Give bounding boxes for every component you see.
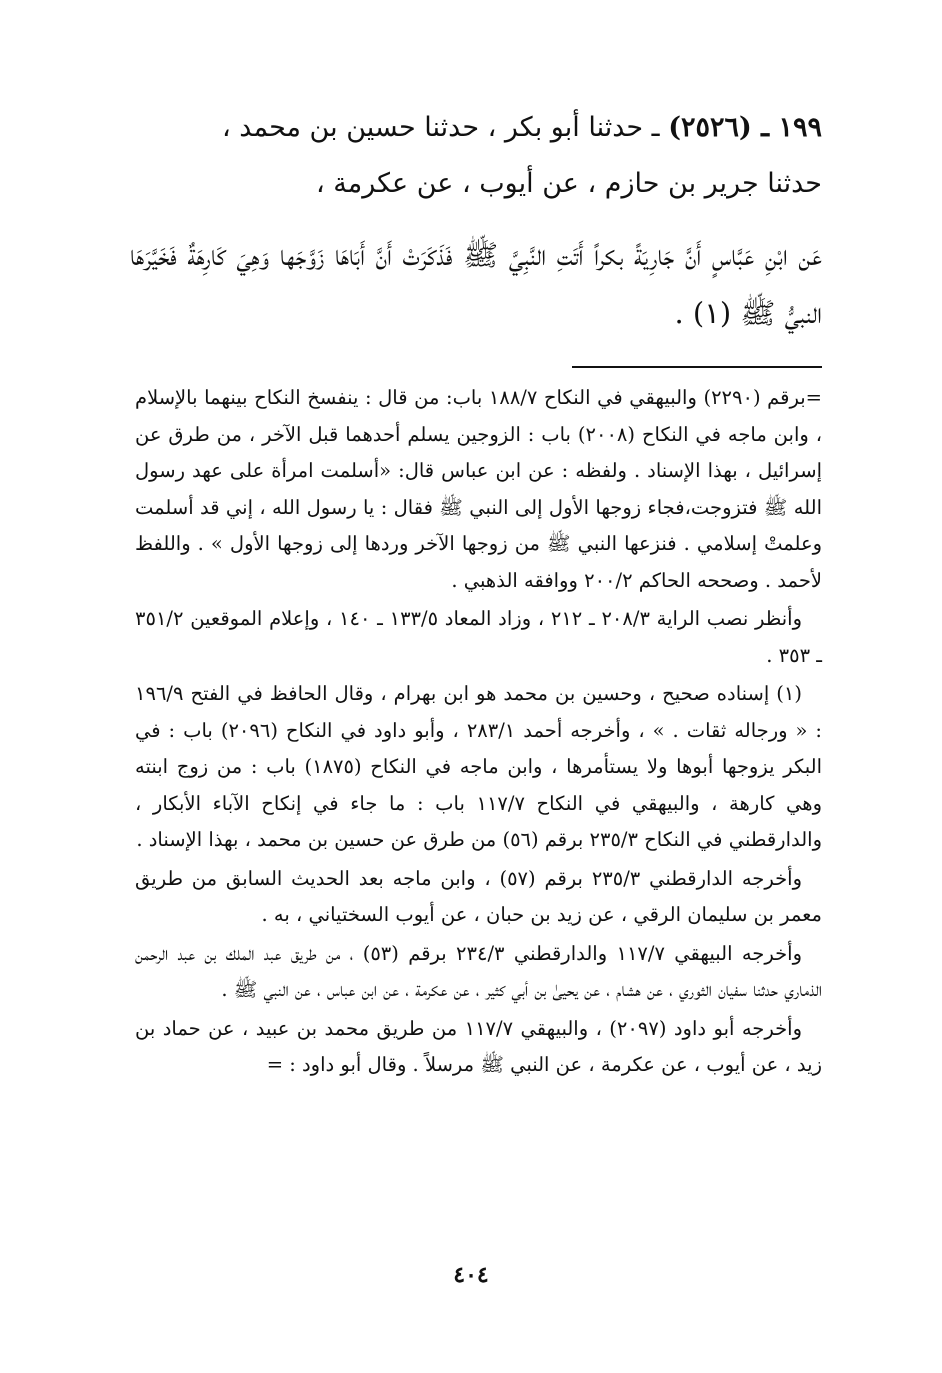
footnote-1-abu-dawud: وأخرجه أبو داود (٢٠٩٧) ، والبيهقي ١١٧/٧ من طريق محمد بن عبيد ، عن حماد بن زيد ، عن أيوب ، عن عكرمة ، عن النبي ﷺ مرسلاً . وقال أبو داود : = (135, 1016, 822, 1076)
footnote-continuation: =برقم (٢٢٩٠) والبيهقي في النكاح ١٨٨/٧ باب: من قال : ينفسخ النكاح بينهما بالإسلام ، وابن ماجه في النكاح (٢٠٠٨) باب : الزوجين يسلم أحدهما قبل الآخر ، من طرق عن إسرائيل ، بهذا الإسناد . ولفظه : عن ابن عباس قال: «أسلمت امرأة على عهد رسول الله ﷺ فتزوجت،فجاء زوجها الأول إلى النبي ﷺ فقال : يا رسول الله ، إني قد أسلمت وعلمتْ إسلامي . فنزعها النبي ﷺ من زوجها الآخر وردها إلى زوجها الأول » . واللفظ لأحمد . وصححه الحاكم ٢٠٠/٢ ووافقه الذهبي . (135, 386, 822, 592)
hadith-isnad (130, 100, 822, 212)
isnad-line-2: حدثنا جرير بن حازم ، عن أيوب ، عن عكرمة ، (315, 168, 822, 199)
footnote-separator (572, 366, 822, 368)
hadith-section (130, 100, 822, 342)
hadith-matn: عَن ابْنِ عَبَّاسٍ أَنَّ جَارِيَةً بكراً أَتَتِ النَّبِيَّ ﷺ فَذَكَرَتْ أَنَّ أَبَاهَا زَوَّجَها وَهِيَ كَارِهَةٌ فَخَيَّرَهَا النبيُّ ﷺ (١) . (130, 238, 822, 330)
footnote-1-daraqutni: وأخرجه الدارقطني ٢٣٥/٣ برقم (٥٧) ، وابن ماجه بعد الحديث السابق من طريق معمر بن سليمان الرقي ، عن زيد بن حبان ، عن أيوب السختياني ، به . (135, 866, 822, 926)
isnad-line-1: ـ حدثنا أبو بكر ، حدثنا حسين بن محمد ، (222, 112, 669, 143)
page-number: ٤٠٤ (453, 1262, 489, 1288)
hadith-number: ١٩٩ ـ (٢٥٢٦) (668, 112, 822, 143)
footnotes-section (135, 380, 822, 1086)
footnote-1: (١) إسناده صحيح ، وحسين بن محمد هو ابن بهرام ، وقال الحافظ في الفتح ١٩٦/٩ : « ورجاله ثقات . » ، وأخرجه أحمد ٢٨٣/١ ، وأبو داود في النكاح (٢٠٩٦) باب : في البكر يزوجها أبوها ولا يستأمرها ، وابن ماجه في النكاح (١٨٧٥) باب : من زوج ابنته وهي كارهة ، والبيهقي في النكاح ١١٧/٧ باب : ما جاء في إنكاح الآباء الأبكار ، والدارقطني في النكاح ٢٣٥/٣ برقم (٥٦) من طرق عن حسين بن محمد ، بهذا الإسناد . (135, 682, 823, 851)
footnote-1-bayhaqi: وأخرجه البيهقي ١١٧/٧ والدارقطني ٢٣٤/٣ برقم (٥٣) ، من طريق عبد الملك بن عبد الرحمن الذماري حدثنا سفيان الثوري ، عن هشام ، عن يحيىٰ بن أبي كثير ، عن عكرمة ، عن ابن عباس ، عن النبي ﷺ . (135, 941, 822, 1001)
footnote-see-also: وأنظر نصب الراية ٢٠٨/٣ ـ ٢١٢ ، وزاد المعاد ١٣٣/٥ ـ ١٤٠ ، وإعلام الموقعين ٣٥١/٢ ـ ٣٥٣ . (135, 607, 822, 667)
